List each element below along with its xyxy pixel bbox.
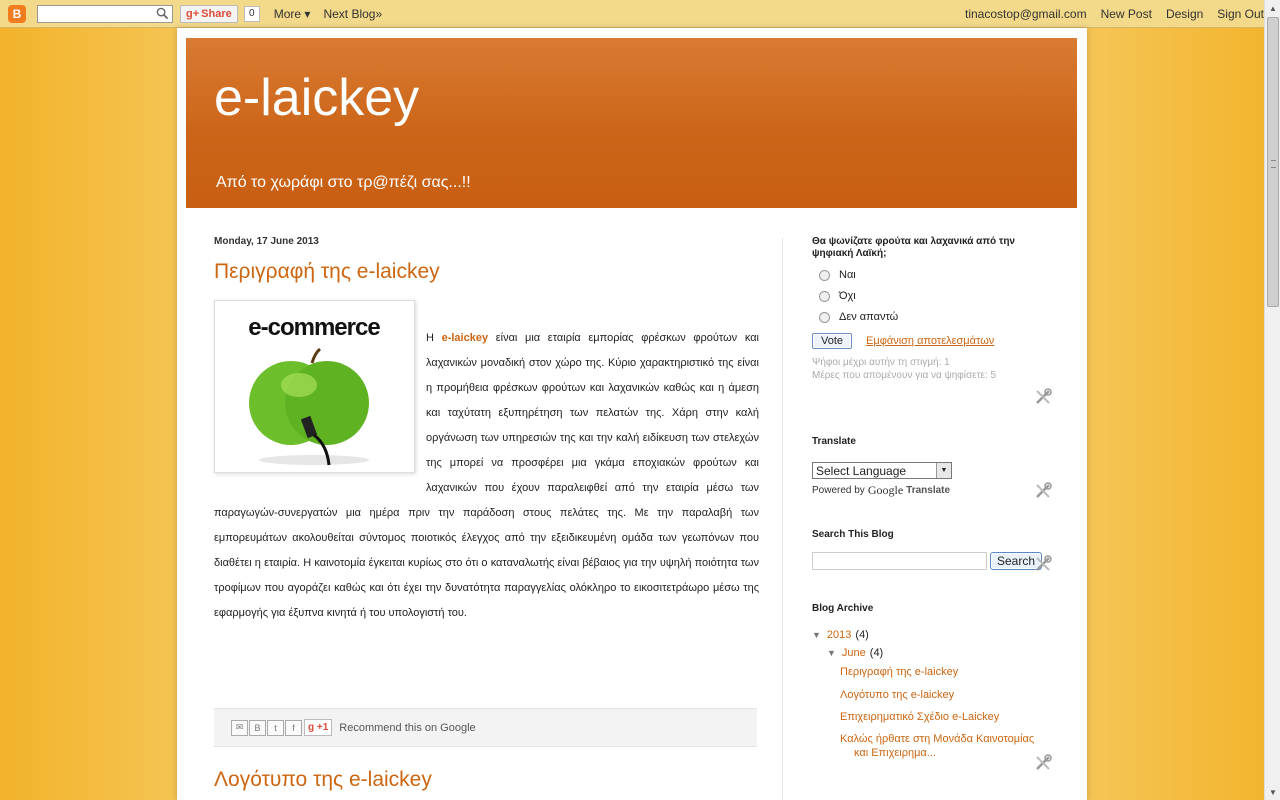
archive-post-link[interactable]: Καλώς ήρθατε στη Μονάδα Καινοτομίας και Επιχειρημα...	[840, 733, 1035, 759]
google-logo: Google	[867, 483, 904, 497]
search-button[interactable]: Search	[990, 552, 1042, 570]
twitter-icon[interactable]: t	[267, 720, 284, 736]
radio-button[interactable]	[819, 312, 830, 323]
chevron-down-icon: ▾	[304, 6, 311, 21]
scroll-down-arrow-icon[interactable]: ▼	[1269, 787, 1277, 797]
search-title: Search This Blog	[812, 529, 894, 540]
radio-button[interactable]	[819, 291, 830, 302]
more-menu[interactable]: More ▾	[273, 6, 311, 21]
poll-question: Θα ψωνίζατε φρούτα και λαχανικά από την ψηφιακή Λαϊκή;	[812, 236, 1015, 259]
archive-post-link[interactable]: Λογότυπο της e-laickey	[840, 689, 955, 701]
next-blog-link[interactable]: Next Blog»	[323, 6, 383, 21]
facebook-icon[interactable]: f	[285, 720, 302, 736]
chevron-down-icon: ▼	[936, 463, 951, 478]
new-post-link[interactable]: New Post	[1100, 7, 1152, 21]
translate-title: Translate	[812, 436, 856, 447]
blog-description: Από το χωράφι στο τρ@πέζι σας...!!	[216, 174, 471, 191]
recommend-text: Recommend this on Google	[339, 721, 476, 734]
archive-month[interactable]: ▼ June (4)	[827, 647, 884, 659]
vote-button[interactable]: Vote	[812, 333, 852, 349]
search-widget	[812, 529, 1052, 570]
collapse-triangle-icon[interactable]: ▼	[812, 630, 821, 640]
post-text: Η e-laickey είναι μια εταιρία εμπορίας φρέσκων φρούτων και λαχανικών μοναδική στον χώρο της. Κύριο χαρακτηριστικό της είναι η προμήθεια φρέσκων φρούτων και λαχανικών καθώς και η άμεση και ταχύτατη εξυπηρέτηση των πελατών της. Χάρη στην καλή οργάνωση των υπηρεσιών της και την καλή ειδίκευση των στελεχών της μπορεί να προσφέρει μια γκάμα εποχιακών φρούτων και λαχανικών που έχουν παραλειφθεί από την εταιρία μέσω των παραγωγών-συνεργατών μια ημέρα πριν την παράδοση στους πελάτες της. Με την παραλαβή των εμπορευμάτων ακολουθείται σύντομος ποιοτικός έλεγχος από την εξειδικευμένη ομάδα των γεωπόνων που διαθέτει η εταιρία. Η καινοτομία έγκειται κυρίως στο ότι ο καταναλωτής είναι βέβαιος για την υψηλή ποιότητα των τροφίμων που αγοράζει καθώς και ότι έχει την δυνατότητα παραγγελίας ολόκληρο το εικοσιτετράωρο μέσω της εφαρμογής για έξυπνα κινητά ή του υπολογιστή του.	[214, 332, 759, 619]
google-plus-icon: g	[308, 722, 315, 733]
email-icon[interactable]: ✉	[231, 720, 248, 736]
wrench-icon[interactable]	[1034, 555, 1052, 573]
blog-title[interactable]: e-laickey	[214, 69, 420, 127]
apple-image-icon	[219, 305, 410, 468]
days-left: Μέρες που απομένουν για να ψηφίσετε: 5	[812, 370, 997, 381]
post-body	[214, 300, 759, 626]
blog-header	[186, 38, 1077, 208]
ecommerce-apple-image[interactable]	[214, 300, 415, 473]
brand-highlight[interactable]: e-laickey	[441, 332, 489, 344]
blogger-logo-icon[interactable]: B	[8, 5, 26, 23]
archive-widget	[812, 603, 1052, 760]
post-title[interactable]: Περιγραφή της e-laickey	[214, 260, 440, 283]
blog-search-input[interactable]	[812, 552, 987, 570]
scrollbar-thumb[interactable]	[1267, 17, 1279, 307]
design-link[interactable]: Design	[1165, 7, 1204, 21]
share-label: Share	[201, 7, 232, 20]
scroll-up-arrow-icon[interactable]: ▲	[1269, 3, 1277, 13]
poll-option[interactable]: Ναι	[812, 269, 1052, 281]
poll-widget	[812, 236, 1052, 382]
ecommerce-logo-text: e-commerce	[248, 314, 380, 341]
archive-post-link[interactable]: Επιχειρηματικό Σχέδιο e-Laickey	[840, 711, 1000, 723]
radio-button[interactable]	[819, 270, 830, 281]
translate-widget	[812, 436, 1052, 498]
share-button[interactable]	[180, 5, 238, 23]
column-divider	[782, 238, 783, 800]
archive-year[interactable]: ▼ 2013 (4)	[812, 629, 869, 641]
wrench-icon[interactable]	[1034, 388, 1052, 406]
navbar-search-input[interactable]	[37, 5, 173, 23]
date-header: Monday, 17 June 2013	[214, 236, 319, 247]
votes-so-far: Ψήφοι μέχρι αυτήν τη στιγμή: 1	[812, 357, 950, 368]
share-count: 0	[244, 6, 260, 22]
user-email[interactable]: tinacostop@gmail.com	[965, 7, 1087, 21]
google-plus-icon: g+	[186, 7, 200, 20]
collapse-triangle-icon[interactable]: ▼	[827, 648, 836, 658]
archive-post-link[interactable]: Περιγραφή της e-laickey	[840, 666, 959, 678]
main-column	[214, 236, 759, 791]
blogthis-icon[interactable]: B	[249, 720, 266, 736]
blog-page	[177, 28, 1087, 800]
search-icon[interactable]	[156, 7, 169, 20]
show-results-link[interactable]: Εμφάνιση αποτελεσμάτων	[866, 335, 995, 347]
wrench-icon[interactable]	[1034, 482, 1052, 500]
poll-option[interactable]: Δεν απαντώ	[812, 311, 1052, 323]
powered-by-google: Powered by Google Translate	[812, 483, 951, 497]
page-scrollbar[interactable]	[1264, 0, 1280, 800]
archive-title: Blog Archive	[812, 603, 874, 614]
sign-out-link[interactable]: Sign Out	[1217, 7, 1264, 21]
blogger-navbar	[0, 0, 1264, 28]
language-select[interactable]: Select Language ▼	[812, 462, 952, 479]
post-title-2[interactable]: Λογότυπο της e-laickey	[214, 768, 432, 791]
google-plus-one-button[interactable]: g +1	[304, 719, 332, 736]
poll-option[interactable]: Όχι	[812, 290, 1052, 302]
post-share-bar	[214, 708, 757, 747]
wrench-icon[interactable]	[1034, 754, 1052, 772]
